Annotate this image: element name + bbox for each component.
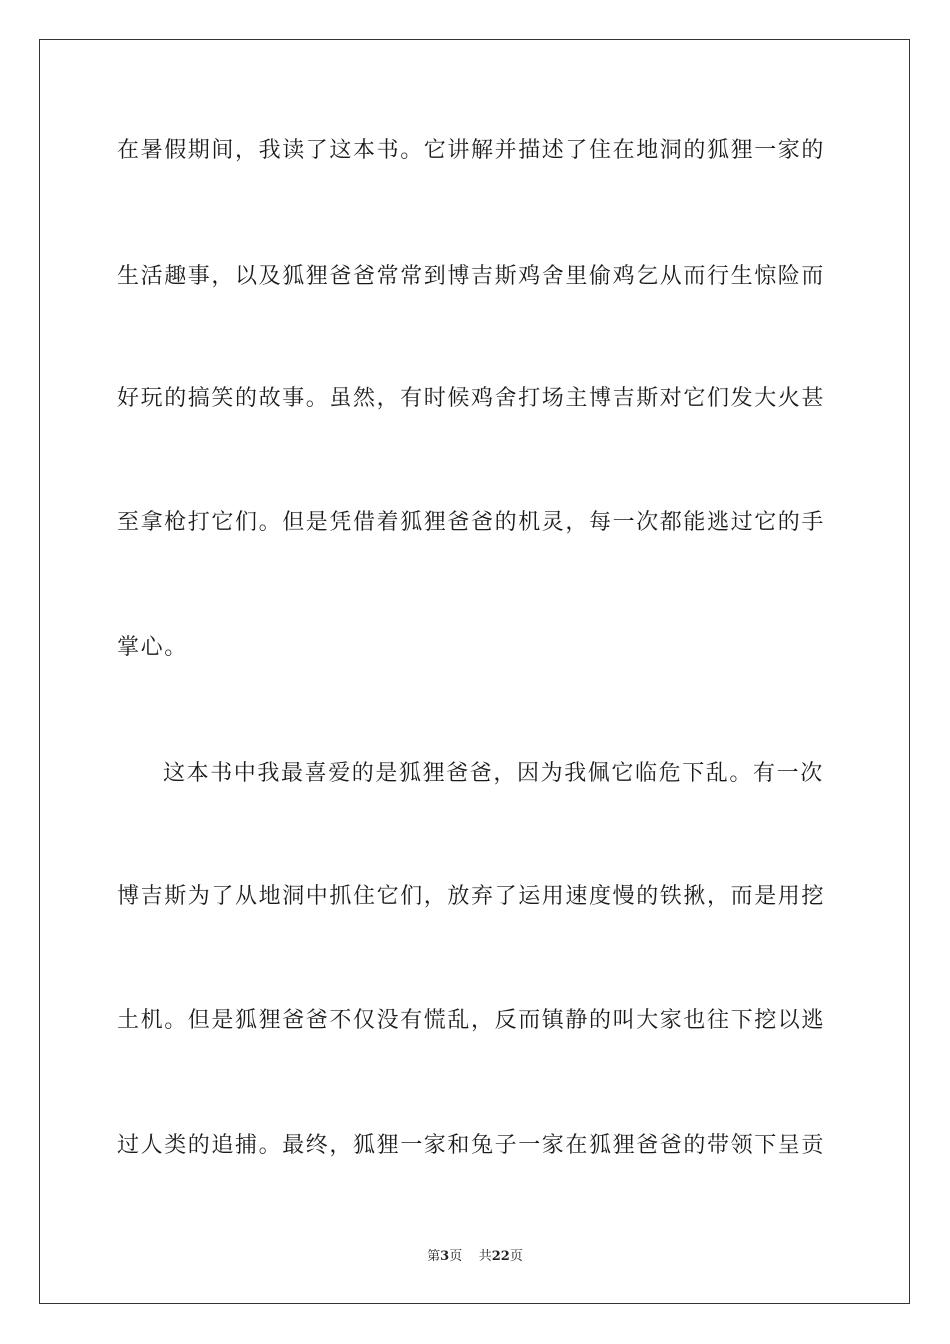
total-pages: 22 [491, 1249, 510, 1264]
text-line: 博吉斯为了从地洞中抓住它们，放弃了运用速度慢的铁揪，而是用挖 [117, 884, 826, 909]
page-suffix: 页 [449, 1249, 463, 1264]
total-prefix: 共 [478, 1249, 492, 1264]
page-prefix: 第 [427, 1249, 441, 1264]
paragraph-start-line: 这本书中我最喜爱的是狐狸爸爸，因为我佩它临危下乱。有一次 [163, 761, 824, 786]
text-line: 掌心。 [117, 635, 188, 660]
page-number: 3 [440, 1249, 450, 1264]
text-line: 生活趣事，以及狐狸爸爸常常到博吉斯鸡舍里偷鸡乞从而行生惊险而 [117, 264, 826, 289]
text-line: 至拿枪打它们。但是凭借着狐狸爸爸的机灵，每一次都能逃过它的手 [117, 510, 826, 535]
text-line: 好玩的搞笑的故事。虽然，有时候鸡舍打场主博吉斯对它们发大火甚 [117, 386, 826, 411]
total-suffix: 页 [509, 1249, 523, 1264]
page-footer [0, 1248, 950, 1266]
text-line: 在暑假期间，我读了这本书。它讲解并描述了住在地洞的狐狸一家的 [117, 138, 826, 163]
text-line: 土机。但是狐狸爸爸不仅没有慌乱，反而镇静的叫大家也往下挖以逃 [117, 1008, 826, 1033]
text-line: 过人类的追捕。最终，狐狸一家和兔子一家在狐狸爸爸的带领下呈贡 [117, 1133, 826, 1158]
page-border [39, 39, 910, 1304]
